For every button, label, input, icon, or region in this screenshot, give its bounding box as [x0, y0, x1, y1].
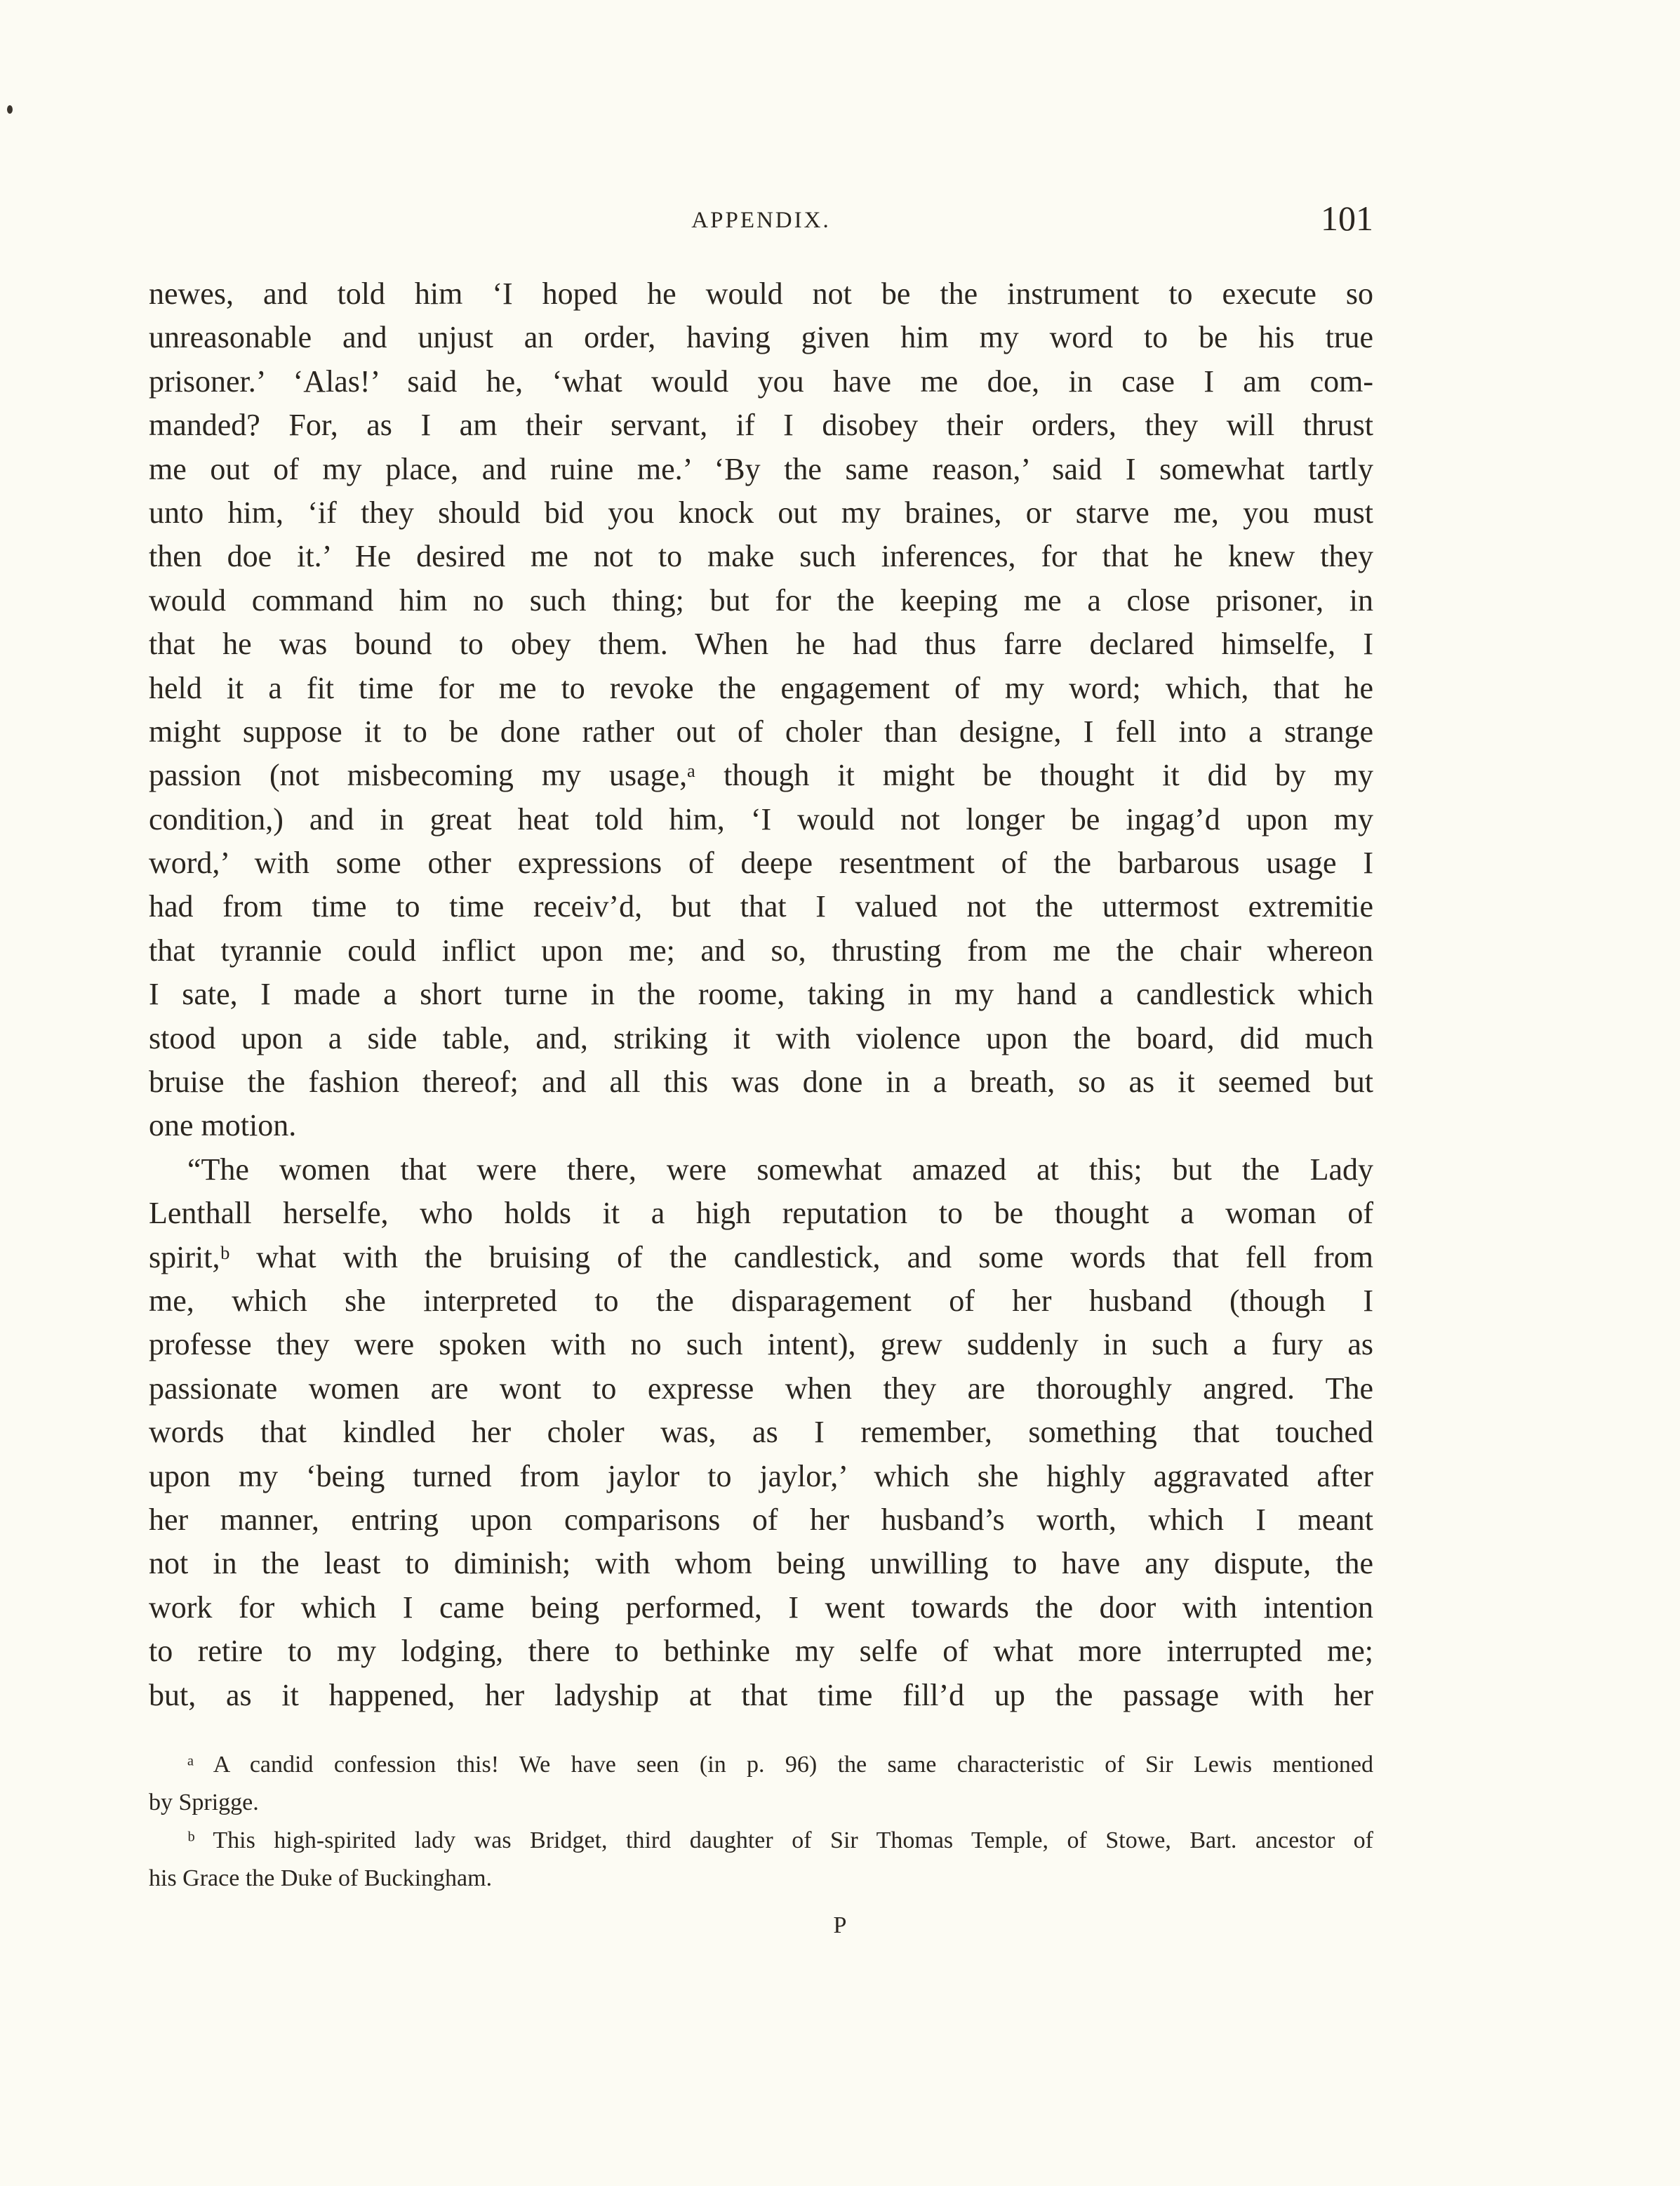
text-line: stood upon a side table, and, striking it with violence upon the board, did much	[149, 1020, 1373, 1055]
text-line: Lenthall herselfe, who holds it a high reputation to be thought a woman of	[149, 1196, 1373, 1231]
text-line: newes, and told him ‘I hoped he would not be the instrument to execute so	[149, 276, 1373, 311]
text-line: that he was bound to obey them. When he had thus farre declared himselfe, I	[149, 627, 1373, 662]
text-line: to retire to my lodging, there to bethinke my selfe of what more interrupted me;	[149, 1634, 1373, 1669]
text-line: professe they were spoken with no such intent), grew suddenly in such a fury as	[149, 1327, 1373, 1362]
text-line: her manner, entring upon comparisons of her husband’s worth, which I meant	[149, 1502, 1373, 1537]
text-line: not in the least to diminish; with whom being unwilling to have any dispute, the	[149, 1546, 1373, 1581]
text-line: passion (not misbecoming my usage,ᵃ though it might be thought it did by my	[149, 758, 1373, 793]
text-line: word,’ with some other expressions of deepe resentment of the barbarous usage I	[149, 846, 1373, 881]
page-number: 101	[1321, 199, 1373, 238]
running-head	[149, 198, 1373, 247]
text-line: passionate women are wont to expresse when they are thoroughly angred. The	[149, 1371, 1373, 1406]
text-line: bruise the fashion thereof; and all this was done in a breath, so as it seemed but	[149, 1065, 1373, 1100]
text-line: condition,) and in great heat told him, ‘I would not longer be ingag’d upon my	[149, 801, 1373, 837]
text-line: me, which she interpreted to the disparagement of her husband (though I	[149, 1283, 1373, 1318]
running-title: APPENDIX.	[691, 208, 831, 233]
text-line: but, as it happened, her ladyship at that time fill’d up the passage with her	[149, 1677, 1373, 1712]
text-line: unreasonable and unjust an order, having given him my word to be his true	[149, 320, 1373, 355]
text-line: unto him, ‘if they should bid you knock out my braines, or starve me, you must	[149, 495, 1373, 530]
text-line: held it a fit time for me to revoke the engagement of my word; which, that he	[149, 670, 1373, 705]
footnote-line: ᵃ A candid confession this! We have seen (in p. 96) the same characteristic of Sir Lewis mentioned	[187, 1752, 1373, 1778]
footnote-line: his Grace the Duke of Buckingham.	[149, 1865, 493, 1891]
footnote-line: ᵇ This high-spirited lady was Bridget, third daughter of Sir Thomas Temple, of Stowe, Bart. ancestor of	[187, 1827, 1373, 1853]
text-line: upon my ‘being turned from jaylor to jaylor,’ which she highly aggravated after	[149, 1458, 1373, 1493]
text-line: prisoner.’ ‘Alas!’ said he, ‘what would you have me doe, in case I am com-	[149, 364, 1373, 399]
footnotes	[149, 1746, 1373, 1898]
text-line: work for which I came being performed, I went towards the door with intention	[149, 1589, 1373, 1625]
signature-mark: P	[833, 1912, 847, 1938]
text-line: words that kindled her choler was, as I remember, something that touched	[149, 1415, 1373, 1450]
footnote-line: by Sprigge.	[149, 1790, 259, 1815]
text-line: me out of my place, and ruine me.’ ‘By the same reason,’ said I somewhat tartly	[149, 451, 1373, 486]
text-line: had from time to time receiv’d, but that I valued not the uttermost extremitie	[149, 889, 1373, 924]
text-line: I sate, I made a short turne in the roome, taking in my hand a candlestick which	[149, 977, 1373, 1012]
ink-spot	[7, 105, 13, 114]
text-line: that tyrannie could inflict upon me; and so, thrusting from me the chair whereon	[149, 933, 1373, 968]
text-line: spirit,ᵇ what with the bruising of the candlestick, and some words that fell from	[149, 1239, 1373, 1274]
text-line: would command him no such thing; but for the keeping me a close prisoner, in	[149, 582, 1373, 618]
text-line: might suppose it to be done rather out of choler than designe, I fell into a strange	[149, 714, 1373, 749]
text-line: manded? For, as I am their servant, if I disobey their orders, they will thrust	[149, 408, 1373, 443]
text-line: “The women that were there, were somewhat amazed at this; but the Lady	[187, 1152, 1373, 1187]
body-text	[149, 272, 1373, 1717]
text-line: one motion.	[149, 1108, 297, 1143]
text-line: then doe it.’ He desired me not to make such inferences, for that he knew they	[149, 539, 1373, 574]
